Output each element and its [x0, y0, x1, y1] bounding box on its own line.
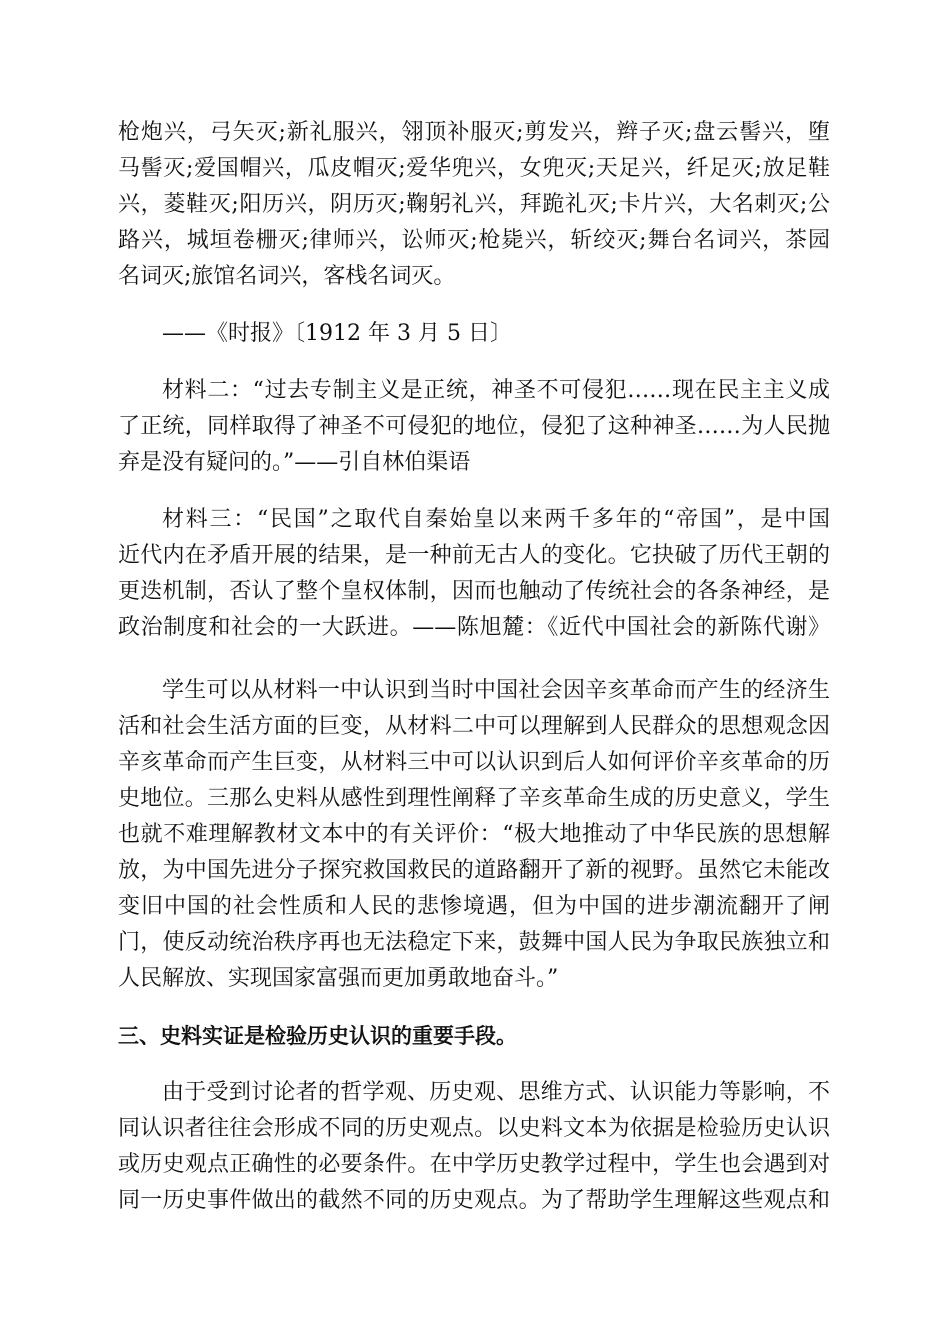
text-line: 路兴，城垣卷栅灭;律师兴，讼师灭;枪毙兴，斩绞灭;舞台名词兴，茶园: [118, 228, 830, 253]
text-line: 兴，菱鞋灭;阳历兴，阴历灭;鞠躬礼兴，拜跪礼灭;卡片兴，大名刺灭;公: [118, 192, 830, 217]
text-line: 材料二：“过去专制主义是正统，神圣不可侵犯……现在民主主义成: [162, 378, 830, 403]
text-line: 变旧中国的社会性质和人民的悲惨境遇，但为中国的进步潮流翻开了闸: [118, 894, 830, 919]
text-line: 同认识者往往会形成不同的历史观点。以史料文本为依据是检验历史认识: [118, 1116, 830, 1141]
text-line: 材料三：“民国”之取代自秦始皇以来两千多年的“帝国”，是中国: [162, 507, 830, 532]
text-line: 枪炮兴，弓矢灭;新礼服兴，翎顶补服灭;剪发兴，辫子灭;盘云髻兴，堕: [118, 120, 830, 145]
text-line: 学生可以从材料一中认识到当时中国社会因辛亥革命而产生的经济生: [162, 678, 830, 703]
section-heading: 三、史料实证是检验历史认识的重要手段。: [118, 1024, 517, 1048]
source-citation: ——《时报》〔1912 年 3 月 5 日〕: [162, 321, 512, 346]
text-line: 门，使反动统治秩序再也无法稳定下来，鼓舞中国人民为争取民族独立和: [118, 930, 830, 955]
text-line: 活和社会生活方面的巨变，从材料二中可以理解到人民群众的思想观念因: [118, 714, 830, 739]
text-line: 更迭机制，否认了整个皇权体制，因而也触动了传统社会的各条神经，是: [118, 579, 830, 604]
text-line: 名词灭;旅馆名词兴，客栈名词灭。: [118, 264, 456, 289]
text-line: 辛亥革命而产生巨变，从材料三中可以认识到后人如何评价辛亥革命的历: [118, 750, 830, 775]
text-line: 同一历史事件做出的截然不同的历史观点。为了帮助学生理解这些观点和: [118, 1188, 830, 1213]
text-line: 史地位。三那么史料从感性到理性阐释了辛亥革命生成的历史意义，学生: [118, 786, 830, 811]
text-line: 人民解放、实现国家富强而更加勇敢地奋斗。”: [118, 966, 559, 991]
text-line: 由于受到讨论者的哲学观、历史观、思维方式、认识能力等影响，不: [162, 1080, 830, 1105]
text-line: 了正统，同样取得了神圣不可侵犯的地位，侵犯了这种神圣……为人民抛: [118, 414, 830, 439]
text-line: 放，为中国先进分子探究救国救民的道路翻开了新的视野。虽然它未能改: [118, 858, 830, 883]
text-line: 或历史观点正确性的必要条件。在中学历史教学过程中，学生也会遇到对: [118, 1152, 830, 1177]
text-line: 马髻灭;爱国帽兴，瓜皮帽灭;爱华兜兴，女兜灭;天足兴，纤足灭;放足鞋: [118, 156, 830, 181]
text-line: 弃是没有疑问的。”——引自林伯渠语: [118, 450, 471, 475]
text-line: 近代内在矛盾开展的结果，是一种前无古人的变化。它抉破了历代王朝的: [118, 543, 830, 568]
text-line: 也就不难理解教材文本中的有关评价：“极大地推动了中华民族的思想解: [118, 822, 830, 847]
text-line: 政治制度和社会的一大跃进。——陈旭麓：《近代中国社会的新陈代谢》: [118, 615, 830, 640]
